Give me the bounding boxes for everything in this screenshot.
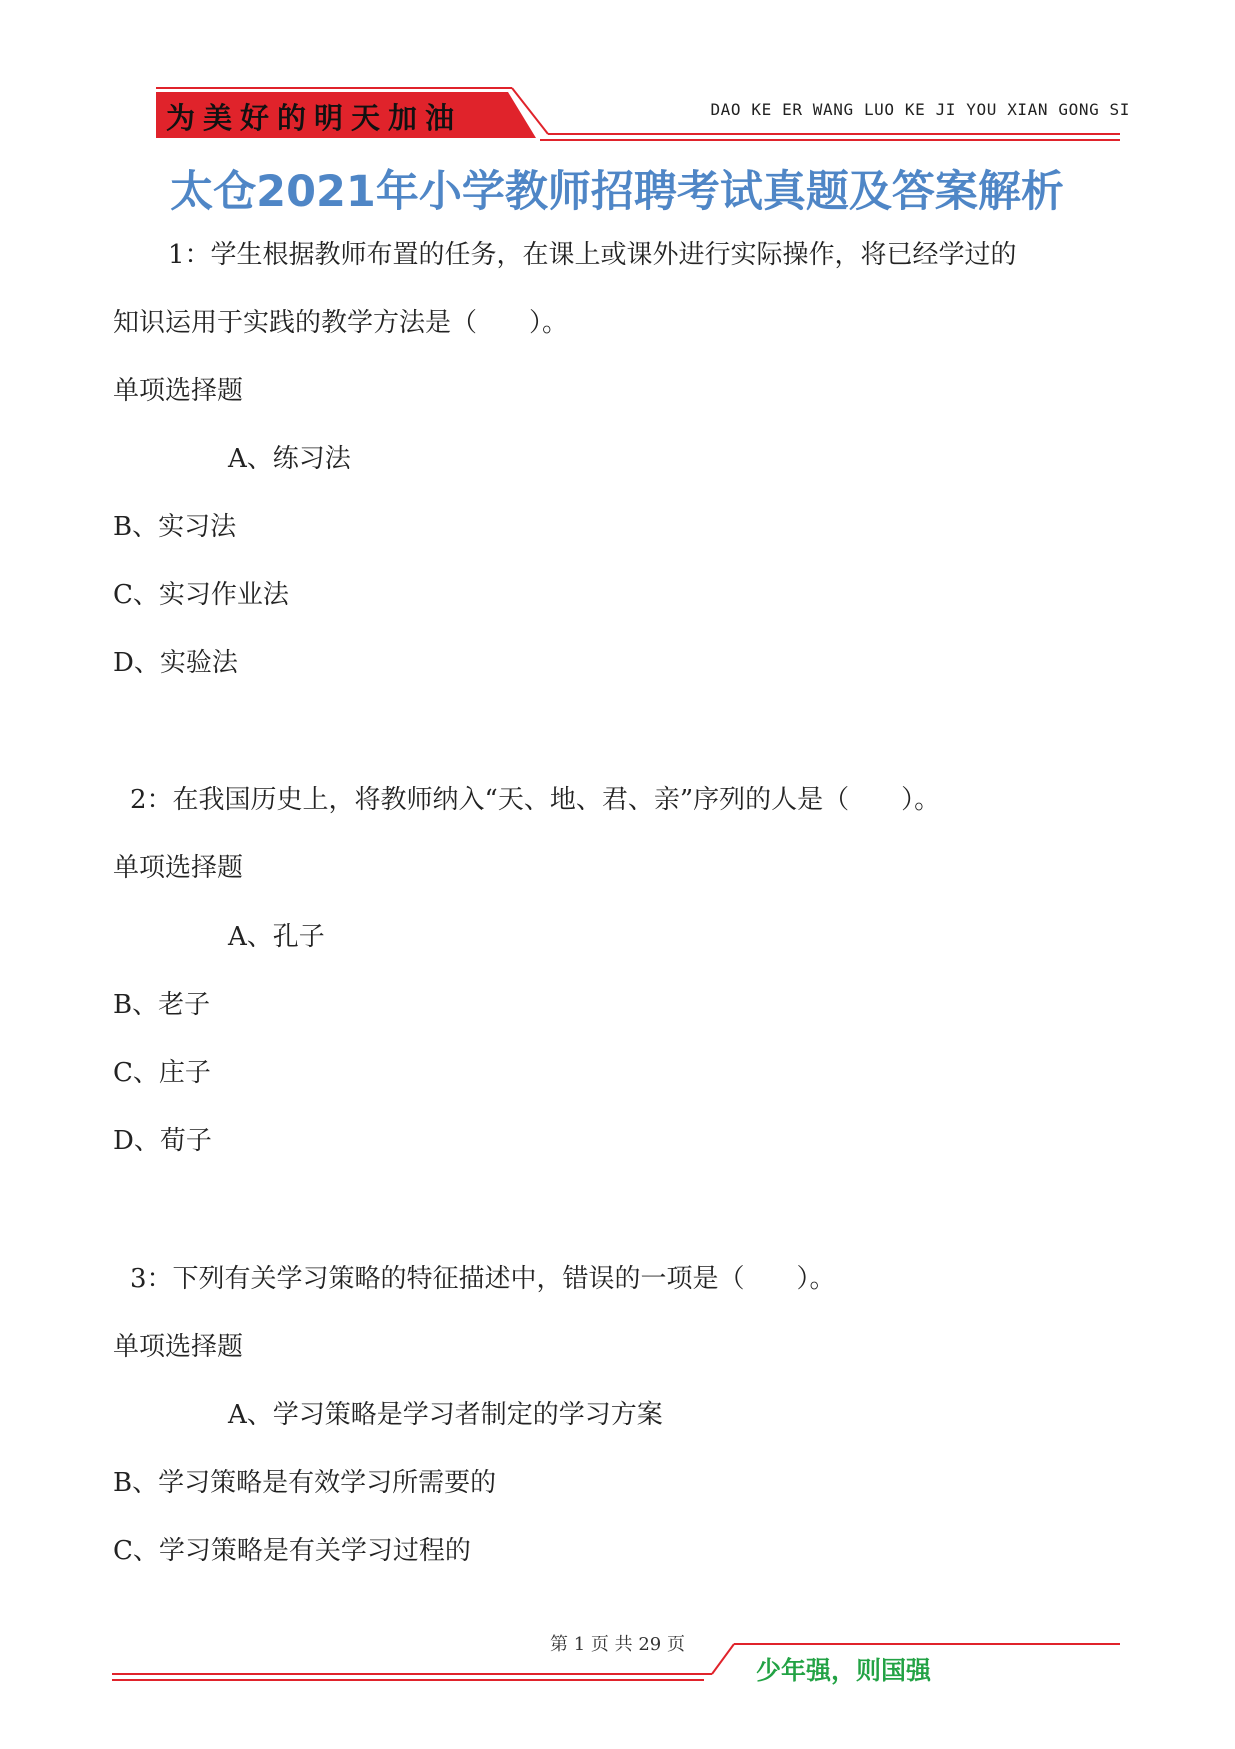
question-3-type: 单项选择题 [113,1332,244,1362]
question-3-option-b: B、学习策略是有效学习所需要的 [113,1468,497,1498]
question-1-type: 单项选择题 [113,376,244,406]
question-2-type: 单项选择题 [113,853,244,883]
question-2-option-c: C、庄子 [113,1058,211,1088]
question-3-stem: 3：下列有关学习策略的特征描述中，错误的一项是（ ）。 [130,1264,836,1294]
question-3-option-c: C、学习策略是有关学习过程的 [113,1536,471,1566]
question-1-option-d: D、实验法 [113,648,238,678]
question-1-option-a: A、练习法 [228,444,351,474]
question-2-option-b: B、老子 [113,990,211,1020]
question-1-stem-line-2: 知识运用于实践的教学方法是（ ）。 [113,308,569,338]
question-2-option-a: A、孔子 [228,922,325,952]
question-1-option-c: C、实习作业法 [113,580,289,610]
question-1-option-b: B、实习法 [113,512,237,542]
question-1-stem-line-1: 1：学生根据教师布置的任务，在课上或课外进行实际操作，将已经学过的 [168,240,1017,270]
question-2-option-d: D、荀子 [113,1126,212,1156]
footer-motto: 少年强，则国强 [756,1656,932,1685]
footer-decoration [0,1640,1235,1690]
header-company: DAO KE ER WANG LUO KE JI YOU XIAN GONG SI [710,100,1130,119]
question-2-stem: 2：在我国历史上，将教师纳入“天、地、君、亲”序列的人是（ ）。 [130,785,941,815]
footer-diagonal-line [712,1644,734,1674]
question-3-option-a: A、学习策略是学习者制定的学习方案 [228,1400,663,1430]
header-slogan: 为美好的明天加油 [166,101,463,135]
document-title: 太仓2021年小学教师招聘考试真题及答案解析 [170,167,1064,217]
page-indicator: 第 1 页 共 29 页 [550,1634,685,1655]
